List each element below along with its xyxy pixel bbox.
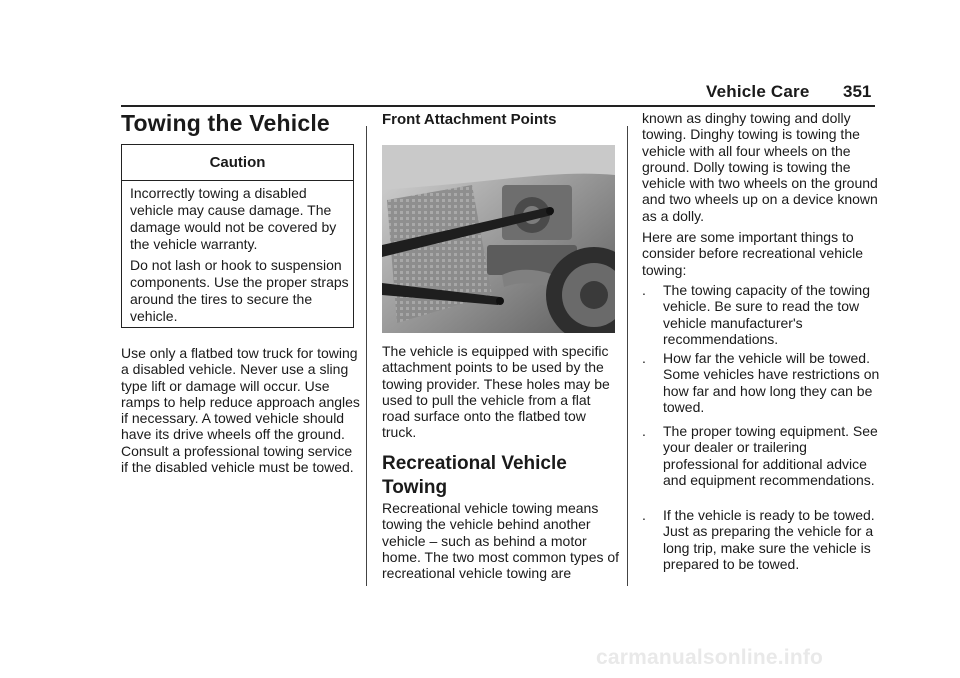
bullet-marker: . (642, 423, 646, 439)
body-paragraph: known as dinghy towing and dolly towing. Dinghy towing is towing the vehicle with all four wheels on the ground. Dolly towing is towing the vehicle with two wheels on the ground and two wheels up on a device known as a dolly. (642, 110, 878, 224)
page-number: 351 (843, 82, 872, 101)
caution-divider (122, 180, 353, 181)
section-title: Vehicle Care (706, 82, 810, 101)
body-paragraph: Recreational vehicle towing means towing the vehicle behind another vehicle – such as behind a motor home. The two most common types of recreational vehicle towing are (382, 500, 620, 582)
bullet-marker: . (642, 282, 646, 298)
caution-paragraph: Incorrectly towing a disabled vehicle may cause damage. The damage would not be covered by the vehicle warranty. (130, 185, 337, 252)
body-paragraph: The vehicle is equipped with specific attachment points to be used by the towing provider. These holes may be used to pull the vehicle from a flat road surface onto the flatbed tow truck. (382, 343, 610, 441)
subheading-front-attachment: Front Attachment Points (382, 111, 557, 128)
watermark: carmanualsonline.info (596, 646, 824, 669)
header-divider (121, 105, 875, 107)
list-item-text: How far the vehicle will be towed. Some vehicles have restrictions on how far and how long they can be towed. (663, 350, 880, 415)
section-heading-recreational: Recreational Vehicle Towing (382, 453, 567, 498)
body-paragraph: Consult a professional towing service if the disabled vehicle must be towed. (121, 443, 354, 476)
list-item-text: The proper towing equipment. See your dealer or trailering professional for additional advice and equipment recommendations. (663, 423, 878, 488)
list-item-text: The towing capacity of the towing vehicle. Be sure to read the tow vehicle manufacturer's recommendations. (663, 282, 871, 347)
caution-box (121, 144, 354, 328)
column-divider-2 (627, 126, 628, 586)
caution-paragraph: Do not lash or hook to suspension components. Use the proper straps around the tires to secure the vehicle. (130, 257, 349, 324)
column-divider-1 (366, 126, 367, 586)
attachment-points-illustration (382, 145, 615, 333)
body-paragraph: Here are some important things to consider before recreational vehicle towing: (642, 229, 864, 278)
page-heading: Towing the Vehicle (121, 110, 330, 136)
caution-title: Caution (209, 154, 266, 171)
front-attachment-photo (382, 145, 615, 333)
list-item-text: If the vehicle is ready to be towed. Just as preparing the vehicle for a long trip, make sure the vehicle is prepared to be towed. (663, 507, 875, 572)
body-paragraph: Use only a flatbed tow truck for towing a disabled vehicle. Never use a sling type lift or damage will occur. Use ramps to help reduce approach angles if necessary. A towed vehicle should have its drive wheels off the ground. (121, 345, 360, 443)
bullet-marker: . (642, 507, 646, 523)
bullet-marker: . (642, 350, 646, 366)
